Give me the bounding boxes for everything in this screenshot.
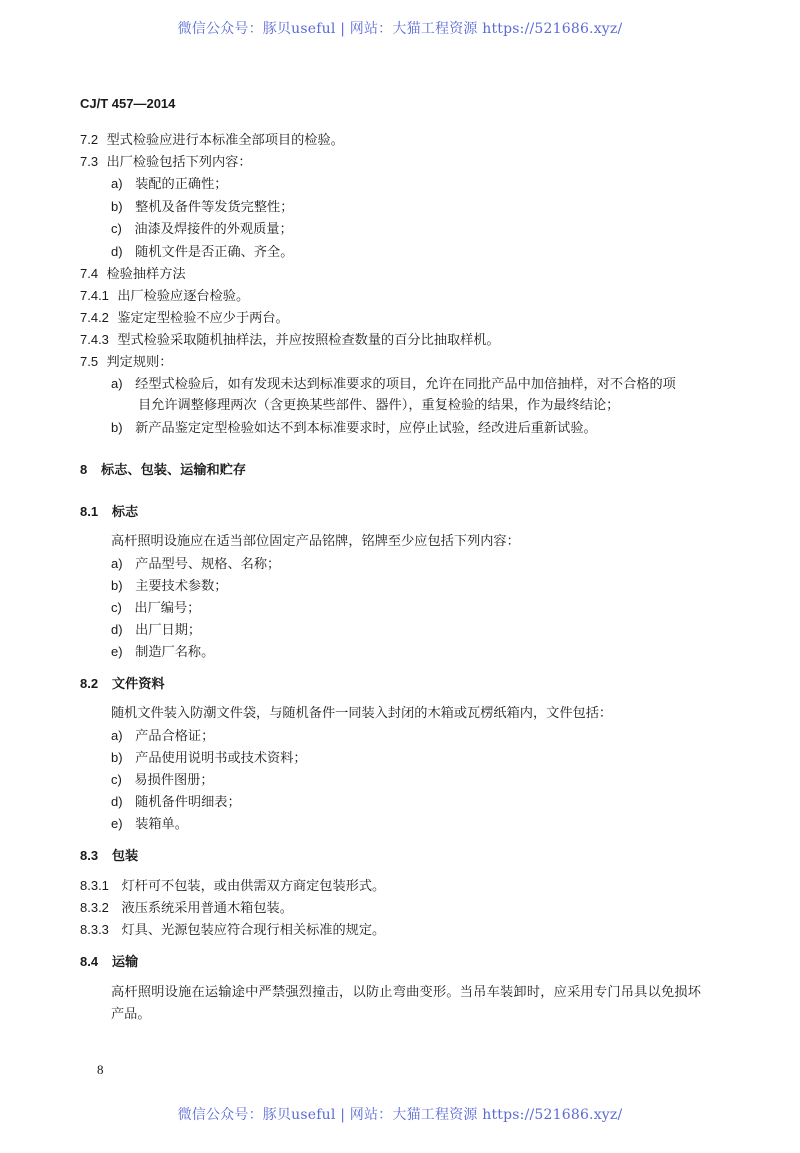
clause-7-4-2: 7.4.2 鉴定定型检验不应少于两台。 (80, 310, 289, 326)
site-name: 大猫工程资源 (392, 21, 478, 37)
clause-7-5: 7.5 判定规则： (80, 354, 173, 370)
list-item: c) 出厂编号； (111, 600, 201, 616)
clause-8-3-3: 8.3.3 灯具、光源包装应符合现行相关标准的规定。 (80, 922, 386, 938)
wechat-label: 微信公众号： (177, 21, 263, 37)
standard-code: CJ/T 457—2014 (80, 96, 176, 111)
list-item: d) 随机备件明细表； (111, 794, 241, 810)
list-item: c) 油漆及焊接件的外观质量； (111, 221, 293, 237)
clause-7-3: 7.3 出厂检验包括下列内容： (80, 154, 252, 170)
wechat-label: 微信公众号： (177, 1107, 263, 1123)
clause-8-3-2: 8.3.2 液压系统采用普通木箱包装。 (80, 900, 293, 916)
clause-7-4-3: 7.4.3 型式检验采取随机抽样法，并应按照检查数量的百分比抽取样机。 (80, 332, 500, 348)
list-item: b) 整机及备件等发货完整性； (111, 199, 294, 215)
list-item: b) 新产品鉴定定型检验如达不到本标准要求时，应停止试验，经改进后重新试验。 (111, 420, 597, 436)
section-8-3-heading: 8.3 包装 (80, 848, 139, 864)
separator: | (340, 1107, 346, 1123)
list-item: b) 主要技术参数； (111, 578, 228, 594)
site-url[interactable]: https://521686.xyz/ (482, 21, 623, 37)
clause-7-4: 7.4 检验抽样方法 (80, 266, 186, 282)
list-item: a) 产品合格证； (111, 728, 215, 744)
wechat-name: 豚贝useful (262, 1107, 336, 1123)
list-item: b) 产品使用说明书或技术资料； (111, 750, 307, 766)
page-number: 8 (97, 1062, 104, 1077)
clause-8-3-1: 8.3.1 灯杆可不包装，或由供需双方商定包装形式。 (80, 878, 386, 894)
paragraph: 随机文件装入防潮文件袋，与随机备件一同装入封闭的木箱或瓦楞纸箱内，文件包括： (111, 706, 613, 721)
separator: | (340, 21, 346, 37)
list-item: a) 装配的正确性； (111, 176, 228, 192)
list-item: a) 经型式检验后，如有发现未达到标准要求的项目，允许在同批产品中加倍抽样，对不合格的项 (111, 376, 676, 392)
list-item-continuation: 目允许调整修理两次（含更换某些部件、器件），重复检验的结果，作为最终结论； (138, 398, 620, 413)
wechat-name: 豚贝useful (262, 21, 336, 37)
clause-7-2: 7.2 型式检验应进行本标准全部项目的检验。 (80, 132, 344, 148)
section-8-2-heading: 8.2 文件资料 (80, 676, 165, 692)
section-8-4-heading: 8.4 运输 (80, 954, 139, 970)
section-8-heading: 8 标志、包装、运输和贮存 (80, 462, 247, 478)
site-label: 网站： (349, 21, 393, 37)
list-item: e) 装箱单。 (111, 816, 188, 832)
list-item: c) 易损件图册； (111, 772, 214, 788)
list-item: e) 制造厂名称。 (111, 644, 215, 660)
site-url[interactable]: https://521686.xyz/ (482, 1107, 623, 1123)
list-item: d) 出厂日期； (111, 622, 202, 638)
site-name: 大猫工程资源 (392, 1107, 478, 1123)
clause-7-4-1: 7.4.1 出厂检验应逐台检验。 (80, 288, 250, 304)
site-label: 网站： (349, 1107, 393, 1123)
list-item: d) 随机文件是否正确、齐全。 (111, 244, 294, 260)
watermark-top (0, 18, 800, 38)
list-item: a) 产品型号、规格、名称； (111, 556, 281, 572)
section-8-1-heading: 8.1 标志 (80, 504, 139, 520)
paragraph: 高杆照明设施应在适当部位固定产品铭牌，铭牌至少应包括下列内容： (111, 534, 520, 549)
watermark-bottom (0, 1104, 800, 1124)
paragraph: 高杆照明设施在运输途中严禁强烈撞击，以防止弯曲变形。当吊车装卸时，应采用专门吊具以免损坏产品。 (111, 985, 701, 1022)
